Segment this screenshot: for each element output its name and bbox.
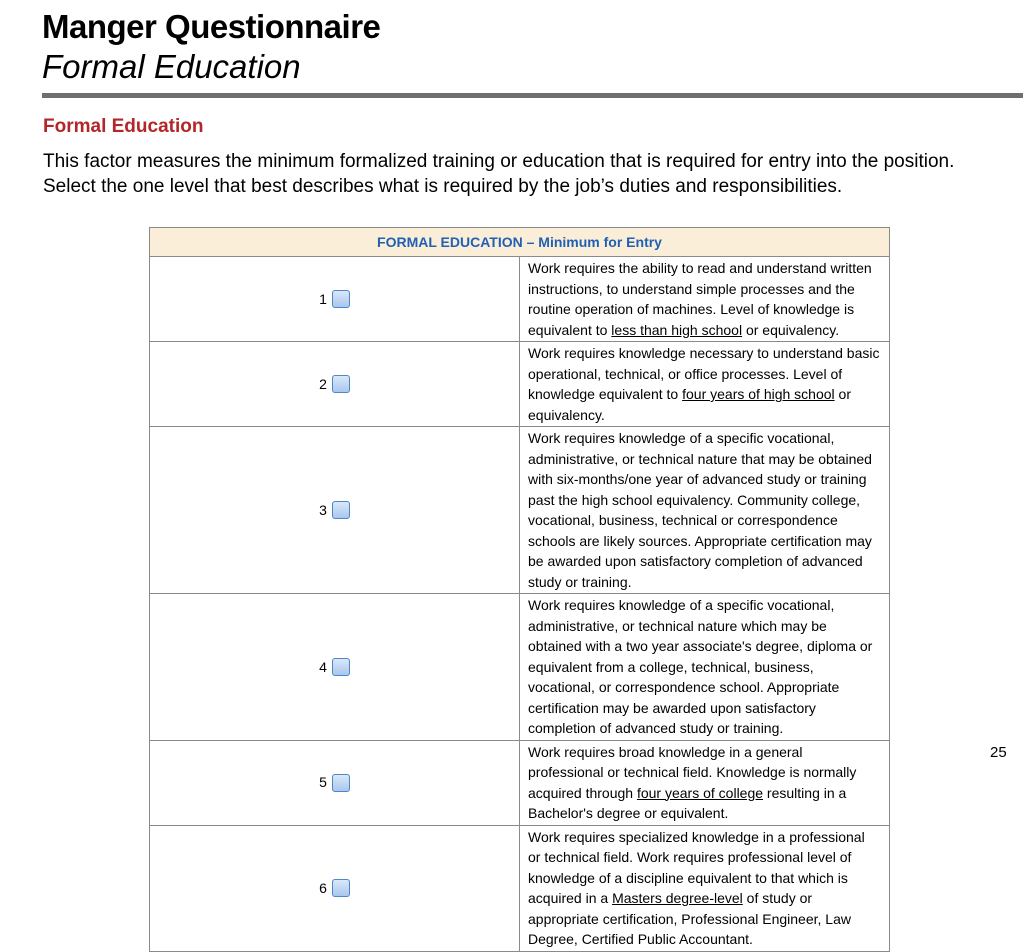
- level-checkbox[interactable]: [332, 375, 350, 393]
- level-cell: [150, 257, 520, 342]
- description-text-end: of study or appropriate certification, Professional Engineer, Law Degree, Certified Public Accountant.: [528, 890, 851, 947]
- level-number: 5: [319, 774, 327, 791]
- description-text-end: resulting in a Bachelor's degree or equivalent.: [528, 784, 847, 821]
- education-level-emphasis: Masters degree-level: [612, 890, 743, 906]
- level-checkbox[interactable]: [332, 290, 350, 308]
- level-checkbox[interactable]: [332, 658, 350, 676]
- description-text: Work requires knowledge of a specific vocational, administrative, or technical nature which may be obtained with a two year associate's degree, diploma or equivalent from a college, technical, business, vocational, or correspondence school. Appropriate certification may be awarded upon satisfactory completion of advanced study or training.: [528, 597, 873, 736]
- description-text: Work requires knowledge necessary to understand basic operational, technical, or office processes. Level of knowledge equivalent to: [528, 345, 880, 402]
- level-number: 6: [319, 879, 327, 896]
- description-text: Work requires knowledge of a specific vocational, administrative, or technical nature that may be obtained with six-months/one year of advanced study or training past the high school equivalency. Community college, vocational, business, technical or correspondence schools are likely sources. Appropriate certification may be awarded upon satisfactory completion of advanced study or training.: [528, 430, 872, 590]
- title-divider: [42, 93, 1023, 98]
- page-subtitle: Formal Education: [42, 48, 301, 85]
- education-level-emphasis: four years of college: [636, 784, 764, 801]
- level-cell: [150, 740, 520, 825]
- level-cell: [150, 427, 520, 594]
- description-text: Work requires specialized knowledge in a professional or technical field. Work requires professional level of knowledge of a discipline equivalent to that which is acquired in a: [528, 828, 865, 906]
- table-header: FORMAL EDUCATION – Minimum for Entry: [150, 228, 890, 257]
- description-text: Work requires the ability to read and understand written instructions, to understand simple processes and the routine operation of machines. Level of knowledge is equivalent to: [528, 260, 872, 338]
- level-description: [520, 825, 890, 951]
- level-description: [520, 740, 890, 825]
- table-row: [150, 342, 890, 427]
- level-checkbox[interactable]: [332, 501, 350, 519]
- level-checkbox[interactable]: [332, 879, 350, 897]
- table-row: [150, 740, 890, 825]
- level-number: 4: [319, 658, 327, 675]
- table-row: [150, 257, 890, 342]
- page-number: 25: [990, 744, 1007, 761]
- level-number: 3: [319, 501, 327, 518]
- section-heading: Formal Education: [43, 116, 204, 137]
- description-text-end: or equivalency.: [742, 321, 840, 338]
- page-title: Manger Questionnaire: [42, 8, 381, 45]
- level-number: 2: [319, 375, 327, 392]
- level-cell: [150, 594, 520, 741]
- table-row: [150, 594, 890, 741]
- level-checkbox[interactable]: [332, 774, 350, 792]
- intro-paragraph: This factor measures the minimum formalized training or education that is required for entry into the position. Select the one level that best describes what is required by the job’s duties and responsibilities.: [43, 151, 955, 197]
- level-description: [520, 594, 890, 741]
- level-description: [520, 427, 890, 594]
- level-number: 1: [319, 290, 327, 307]
- level-cell: [150, 342, 520, 427]
- level-cell: [150, 825, 520, 951]
- education-level-emphasis: four years of high school: [682, 386, 835, 402]
- level-description: [520, 342, 890, 427]
- table-row: [150, 825, 890, 951]
- description-text-end: or equivalency.: [528, 386, 851, 423]
- description-text: Work requires broad knowledge in a general professional or technical field. Knowledge is normally acquired through: [528, 743, 857, 801]
- formal-education-table: [149, 227, 890, 952]
- education-level-emphasis: less than high school: [611, 321, 743, 338]
- level-description: [520, 257, 890, 342]
- table-row: [150, 427, 890, 594]
